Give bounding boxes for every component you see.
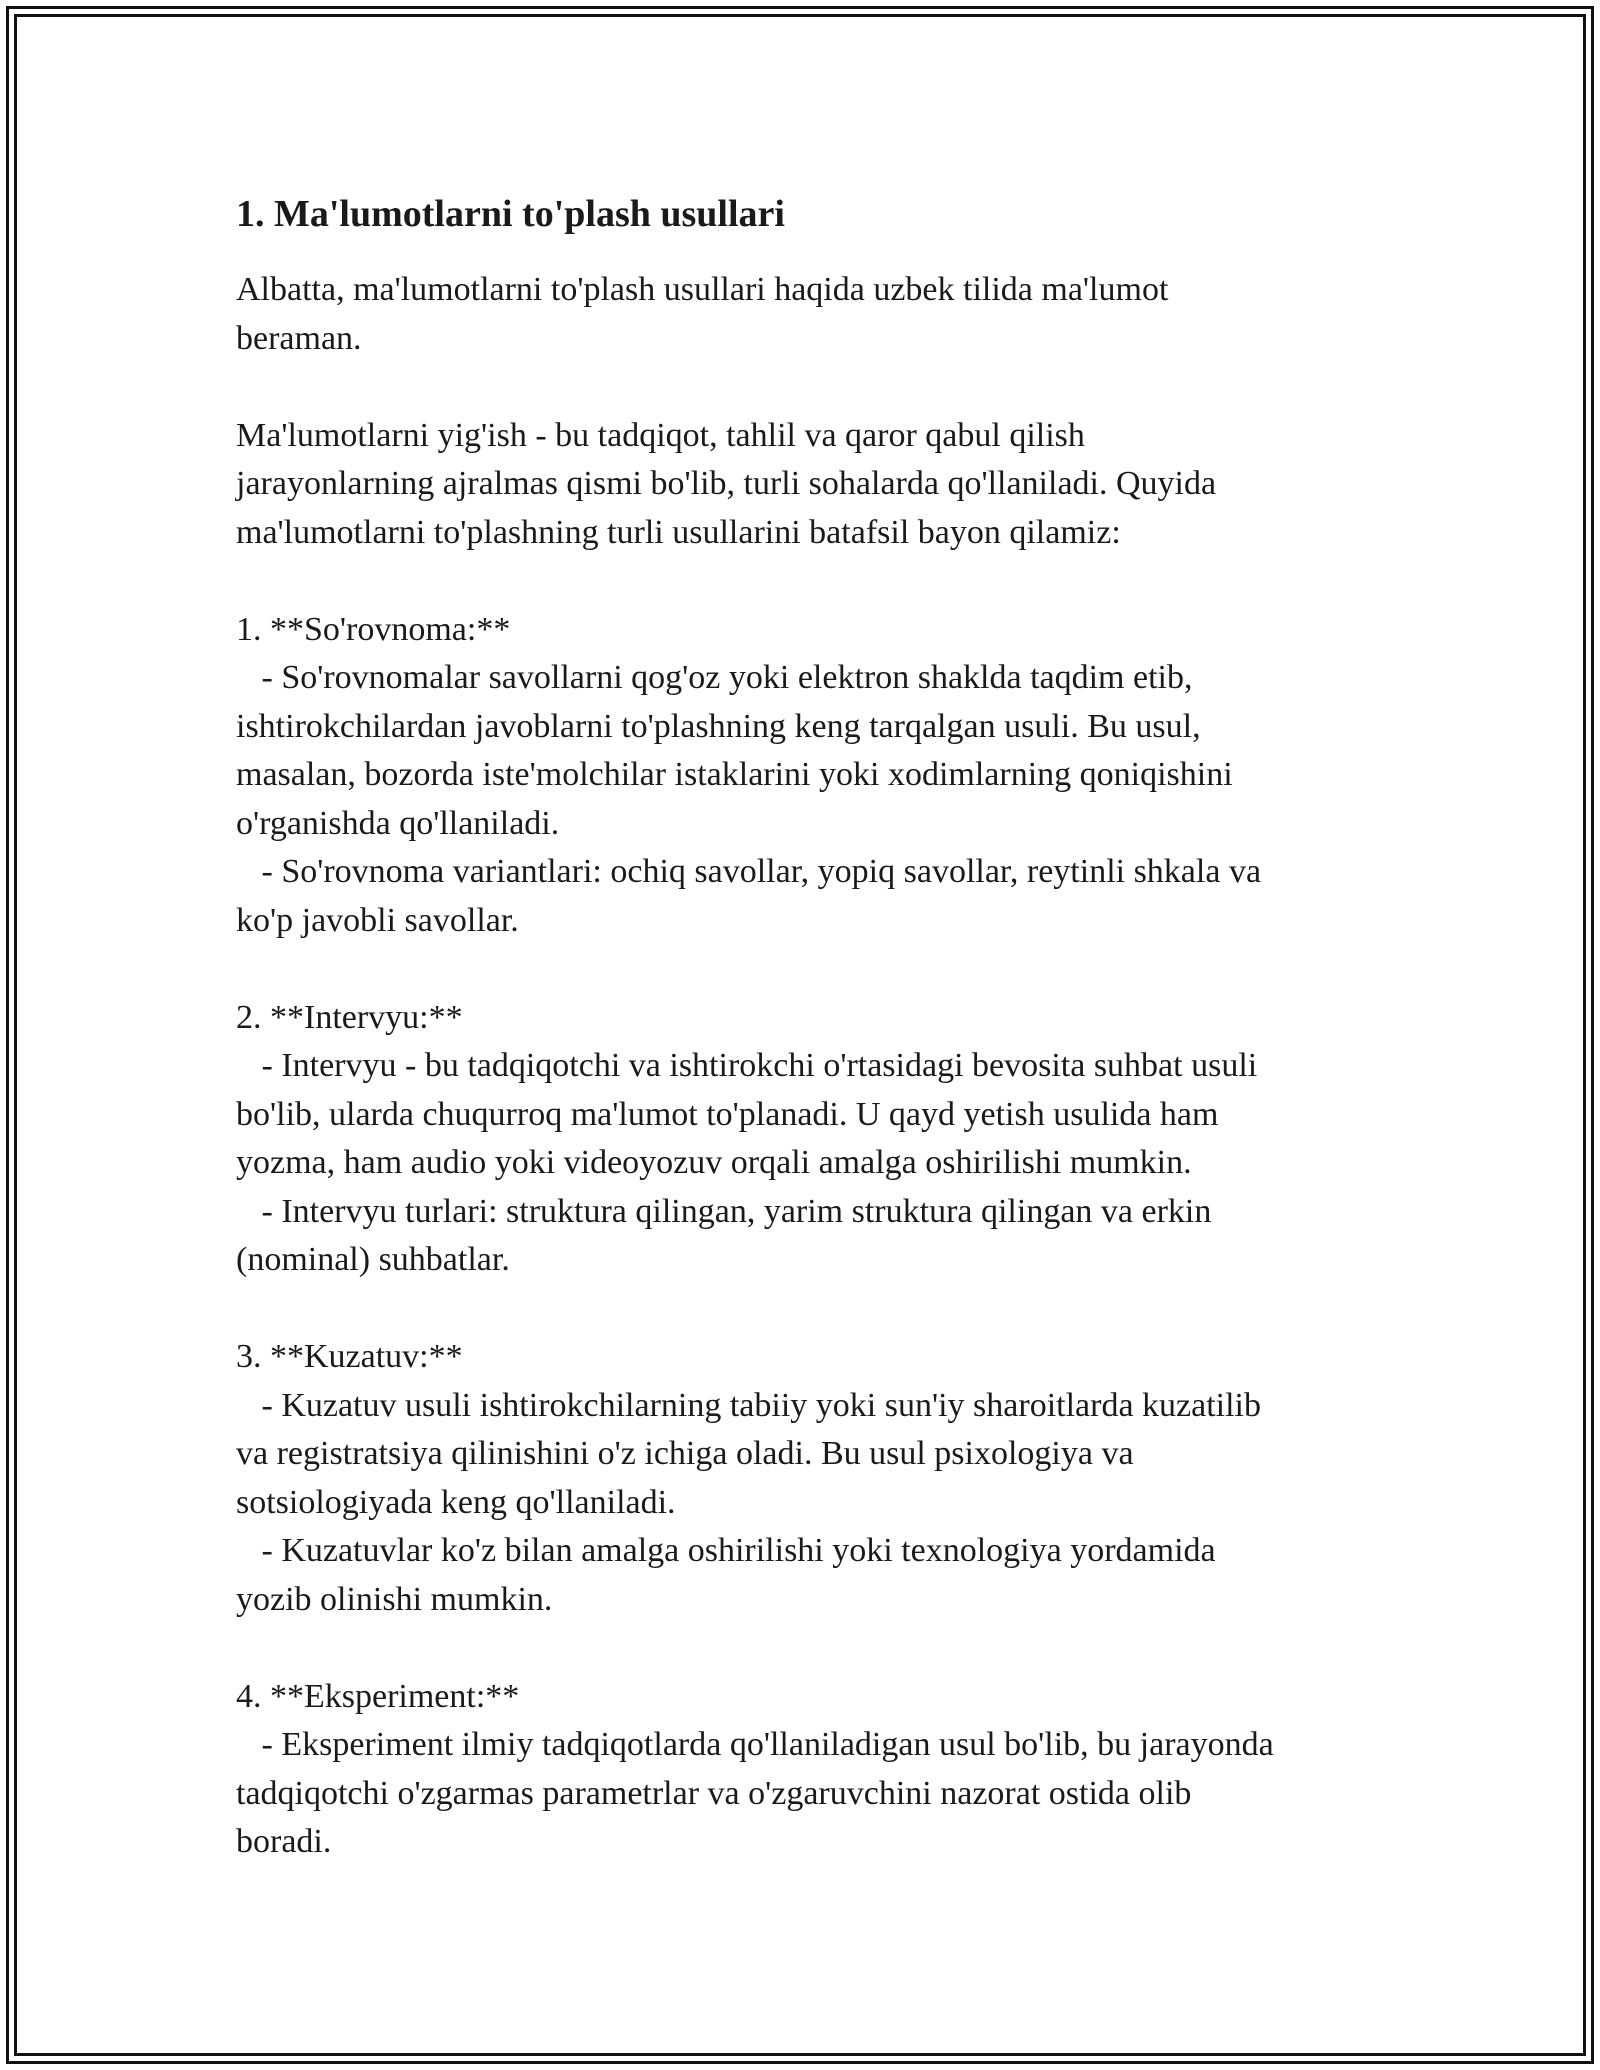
text-line: (nominal) suhbatlar. (236, 1241, 510, 1278)
text-line: Albatta, ma'lumotlarni to'plash usullari haqida uzbek tilida ma'lumot (236, 271, 1169, 308)
text-line: - Kuzatuvlar ko'z bilan amalga oshirilishi yoki texnologiya yordamida (236, 1532, 1216, 1569)
overview-paragraph (236, 412, 1366, 558)
text-line: - Intervyu turlari: struktura qilingan, yarim struktura qilingan va erkin (236, 1192, 1212, 1230)
text-line: va registratsiya qilinishini o'z ichiga oladi. Bu usul psixologiya va (236, 1435, 1134, 1472)
text-line: o'rganishda qo'llaniladi. (236, 804, 560, 842)
text-line: ko'p javobli savollar. (236, 901, 519, 939)
text-line: - Intervyu - bu tadqiqotchi va ishtirokchi o'rtasidagi bevosita suhbat usuli (236, 1047, 1258, 1084)
method-title: 3. **Kuzatuv:** (236, 1338, 463, 1375)
text-line: boradi. (236, 1823, 332, 1860)
section-heading: 1. Ma'lumotlarni to'plash usullari (236, 193, 785, 235)
intro-paragraph (236, 266, 1366, 363)
text-line: bo'lib, ularda chuqurroq ma'lumot to'planadi. U qayd yetish usulida ham (236, 1095, 1219, 1133)
text-line: yozib olinishi mumkin. (236, 1580, 553, 1618)
text-line: beraman. (236, 319, 362, 357)
method-title: 2. **Intervyu:** (236, 998, 463, 1036)
method-title: 1. **So'rovnoma:** (236, 610, 511, 648)
text-line: masalan, bozorda iste'molchilar istaklarini yoki xodimlarning qoniqishini (236, 756, 1233, 793)
text-line: - So'rovnoma variantlari: ochiq savollar, yopiq savollar, reytinli shkala va (236, 853, 1262, 890)
text-line: - Eksperiment ilmiy tadqiqotlarda qo'llaniladigan usul bo'lib, bu jarayonda (236, 1726, 1274, 1763)
text-line: Ma'lumotlarni yig'ish - bu tadqiqot, tahlil va qaror qabul qilish (236, 416, 1085, 454)
text-line: ma'lumotlarni to'plashning turli usullarini batafsil bayon qilamiz: (236, 513, 1121, 551)
text-line: - Kuzatuv usuli ishtirokchilarning tabiiy yoki sun'iy sharoitlarda kuzatilib (236, 1386, 1261, 1424)
method-observation (236, 1333, 1366, 1624)
text-line: - So'rovnomalar savollarni qog'oz yoki elektron shaklda taqdim etib, (236, 659, 1193, 696)
method-interview (236, 994, 1366, 1285)
method-experiment (236, 1673, 1366, 1867)
text-line: tadqiqotchi o'zgarmas parametrlar va o'zgaruvchini nazorat ostida olib (236, 1774, 1192, 1812)
text-line: sotsiologiyada keng qo'llaniladi. (236, 1483, 676, 1521)
document-body (236, 186, 1366, 1867)
text-line: yozma, ham audio yoki videoyozuv orqali amalga oshirilishi mumkin. (236, 1144, 1192, 1181)
method-title: 4. **Eksperiment:** (236, 1677, 520, 1715)
method-surveys (236, 606, 1366, 946)
text-line: ishtirokchilardan javoblarni to'plashning keng tarqalgan usuli. Bu usul, (236, 707, 1201, 745)
text-line: jarayonlarning ajralmas qismi bo'lib, turli sohalarda qo'llaniladi. Quyida (236, 465, 1217, 502)
